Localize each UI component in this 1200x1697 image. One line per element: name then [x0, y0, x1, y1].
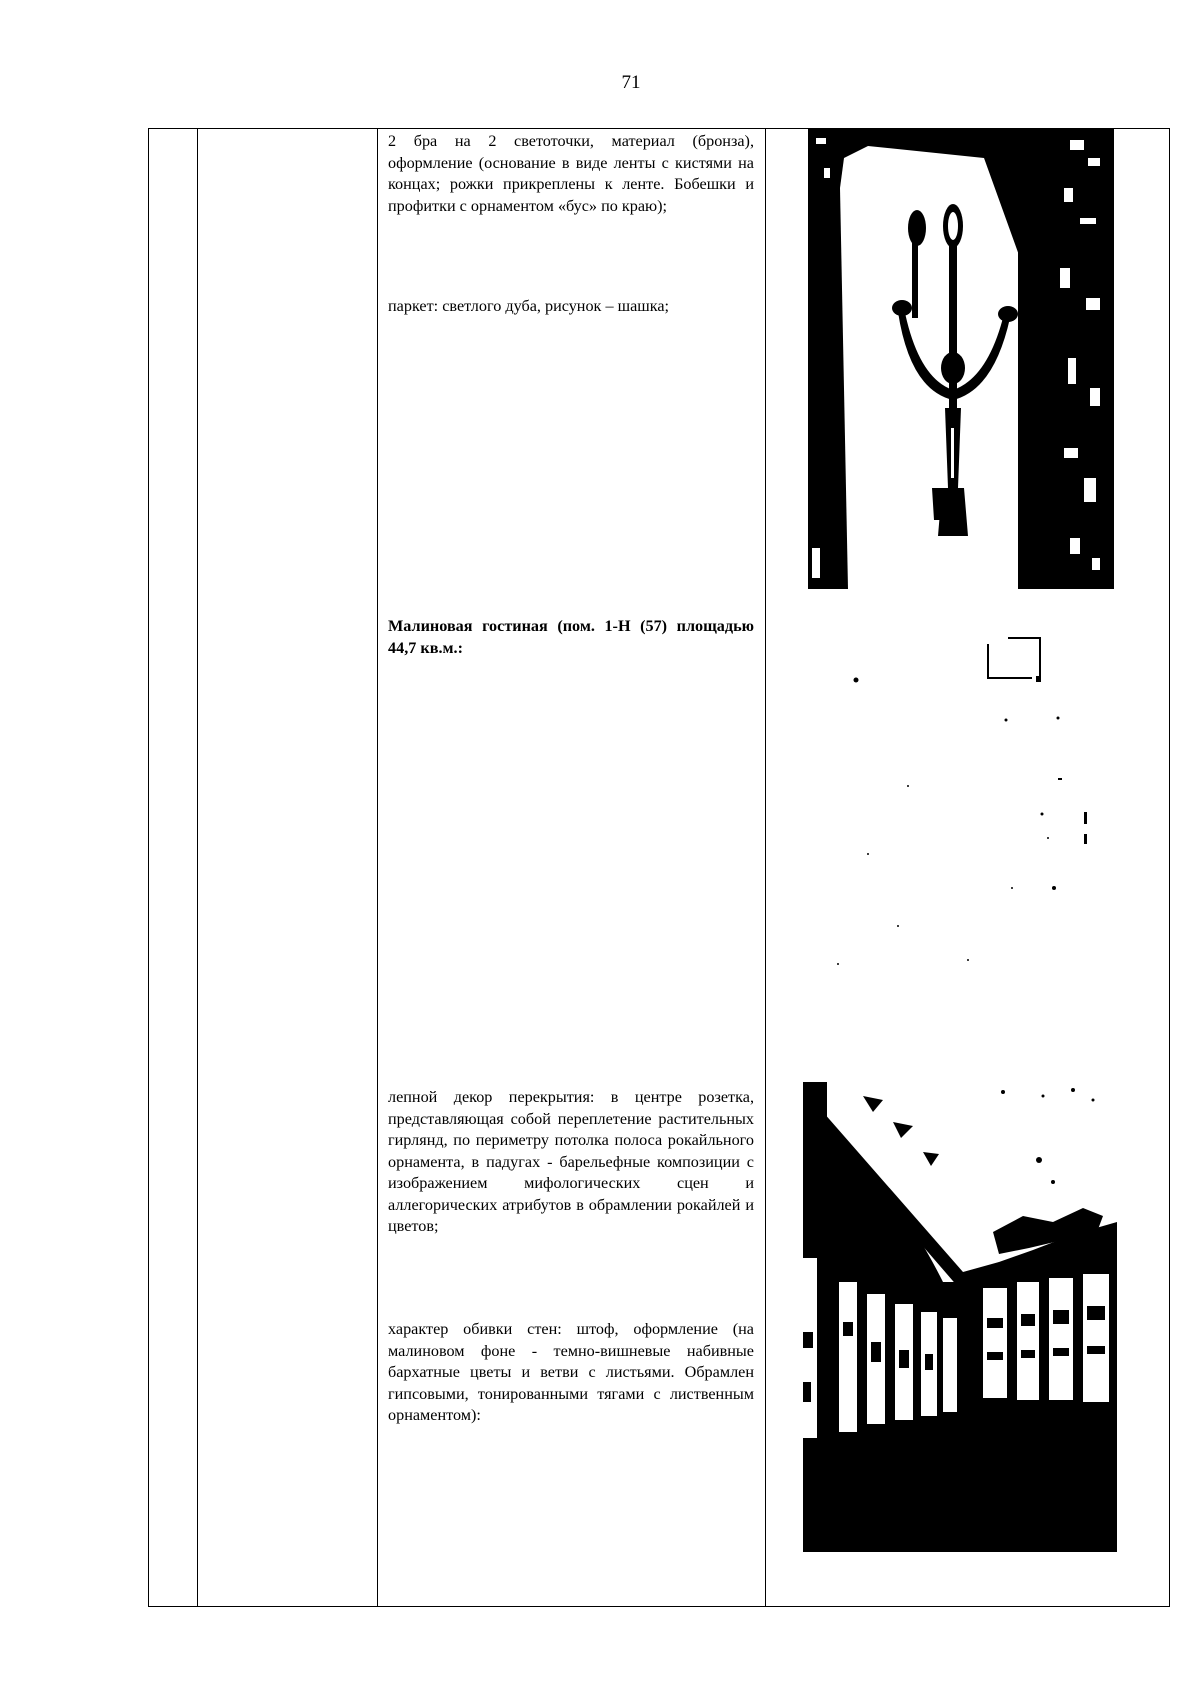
ceiling-photo [803, 1082, 1117, 1552]
parquet-description: паркет: светлого дуба, рисунок – шашка; [388, 297, 670, 315]
ceiling-description: лепной декор перекрытия: в центре розетка, представляющая собой переплетение растительных гирлянд, по периметру потолка полоса рокайльного орнамента, в падугах - барельефные композиции с изображением мифологических сцен и аллегорических атрибутов в обрамлении рокайлей и цветов; [388, 1088, 754, 1235]
sconce-description: 2 бра на 2 светоточки, материал (бронза), оформление (основание в виде ленты с кистями на концах; рожки прикреплены к ленте. Бобешки и профитки с орнаментом «бус» по краю); [388, 132, 754, 215]
faded-interior-photo [808, 626, 1118, 1012]
page-number: 71 [621, 72, 641, 93]
column-divider [765, 129, 766, 1606]
sconce-photo [808, 128, 1114, 589]
walls-description: характер обивки стен: штоф, оформление (на малиновом фоне - темно-вишневые набивные бархатные цветы и ветви с листьями. Обрамлен гипсовыми, тонированными тягами с лиственным орнаментом): [388, 1320, 754, 1424]
room-heading: Малиновая гостиная (пом. 1-Н (57) площадью 44,7 кв.м.: [388, 617, 754, 657]
column-divider [197, 129, 198, 1606]
column-divider [377, 129, 378, 1606]
